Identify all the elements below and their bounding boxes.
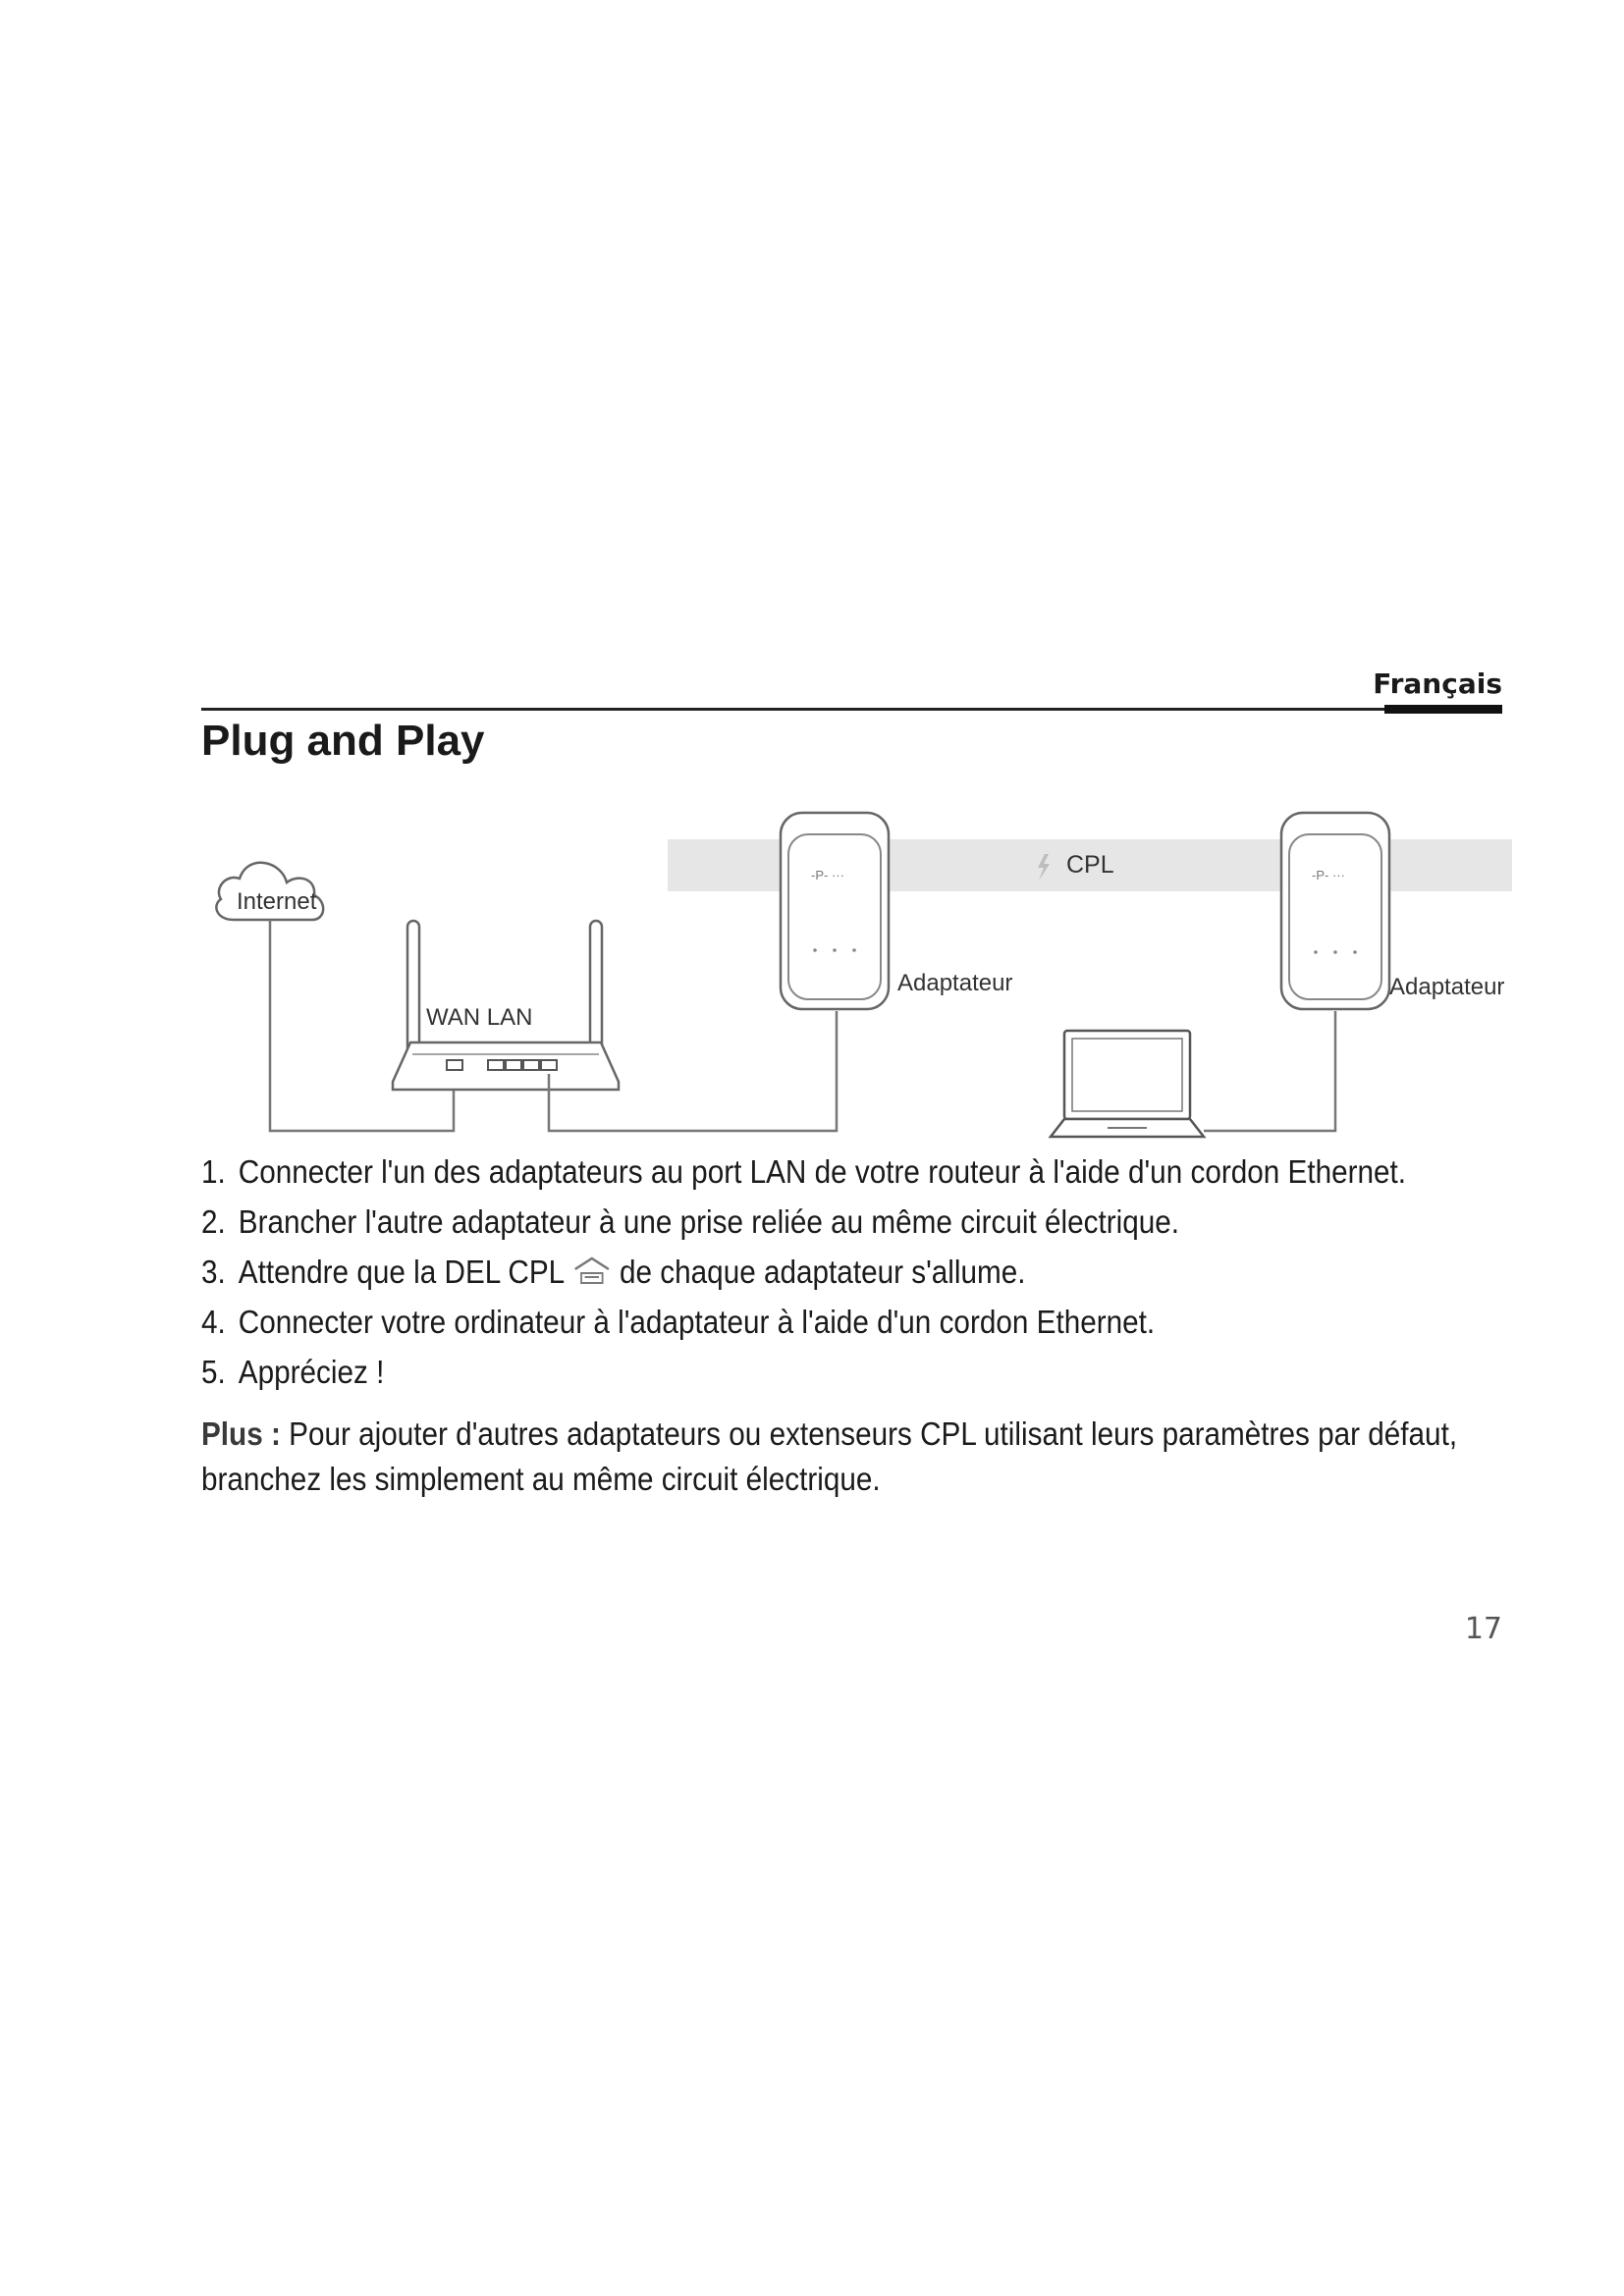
step-number: 4. xyxy=(201,1304,226,1340)
router-ports-label: WAN LAN xyxy=(426,1004,533,1031)
internet-label: Internet xyxy=(237,888,317,915)
cpl-label: CPL xyxy=(1066,851,1114,879)
step-number: 3. xyxy=(201,1254,226,1290)
step-text-after-icon: de chaque adaptateur s'allume. xyxy=(620,1254,1026,1290)
adapter-right-label: Adaptateur xyxy=(1389,974,1505,1000)
step-text-before-icon: Attendre que la DEL CPL xyxy=(238,1254,566,1290)
steps-list xyxy=(201,1147,1540,1397)
step-item xyxy=(201,1197,1406,1247)
powerline-led-icon xyxy=(571,1255,612,1289)
step-number: 5. xyxy=(201,1354,226,1390)
step-number: 1. xyxy=(201,1153,226,1190)
page-title: Plug and Play xyxy=(201,717,485,765)
step-text: Brancher l'autre adaptateur à une prise reliée au même circuit électrique. xyxy=(238,1203,1180,1240)
svg-text:-P- ···: -P- ··· xyxy=(811,868,844,882)
powerline-adapter-left xyxy=(781,813,889,1009)
step-item xyxy=(201,1147,1406,1197)
step-item xyxy=(201,1347,1406,1397)
laptop-icon xyxy=(1051,1031,1204,1137)
note-text: Pour ajouter d'autres adaptateurs ou extenseurs CPL utilisant leurs paramètres par défaut, branchez les simplement au même circuit électrique. xyxy=(201,1415,1458,1497)
powerline-adapter-right xyxy=(1281,813,1389,1009)
step-text: Connecter l'un des adaptateurs au port LAN de votre routeur à l'aide d'un cordon Ethernet. xyxy=(238,1153,1407,1190)
page-number: 17 xyxy=(1464,1612,1502,1646)
step-item xyxy=(201,1297,1406,1347)
step-item xyxy=(201,1247,1406,1297)
svg-text:-P- ···: -P- ··· xyxy=(1312,868,1345,882)
note-paragraph xyxy=(201,1412,1509,1502)
step-text: Connecter votre ordinateur à l'adaptateur à l'aide d'un cordon Ethernet. xyxy=(238,1304,1156,1340)
note-label: Plus : xyxy=(201,1415,281,1452)
cable-adapter-laptop xyxy=(1204,1011,1335,1131)
adapter-left-label: Adaptateur xyxy=(897,970,1013,996)
language-label: Français xyxy=(1373,667,1502,700)
step-number: 2. xyxy=(201,1203,226,1240)
step-text: Appréciez ! xyxy=(238,1354,385,1390)
